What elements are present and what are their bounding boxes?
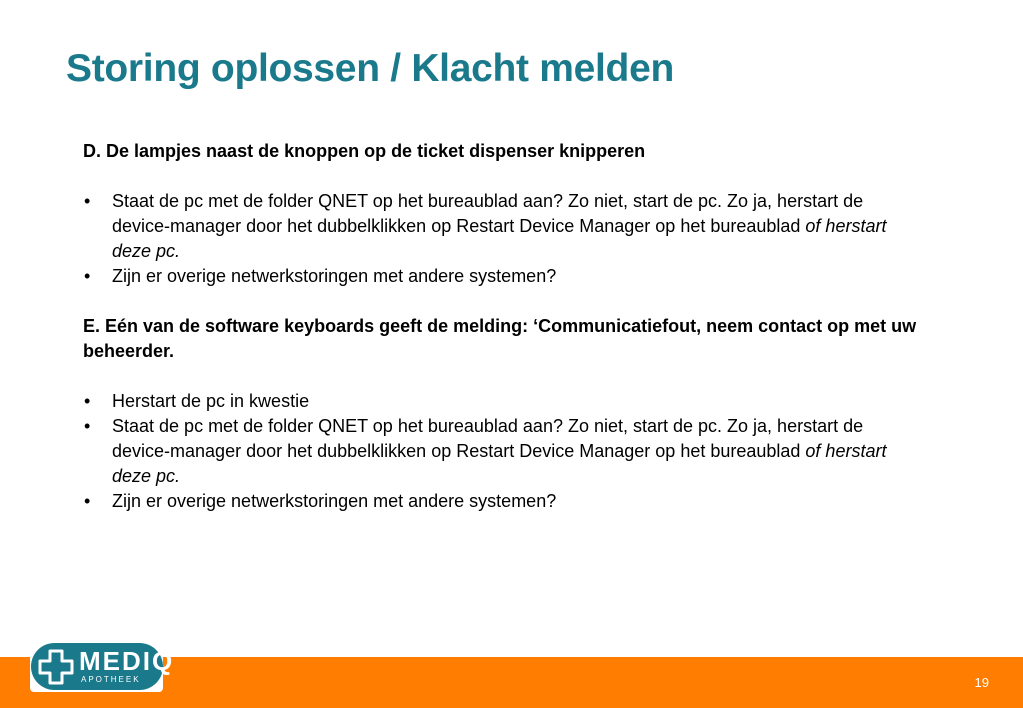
list-item-text: Staat de pc met de folder QNET op het bureaublad aan? Zo niet, start de pc. Zo ja, herstart de device-manager door het dubbelklikken op Restart Device Manager op het bureaublad [112, 191, 864, 236]
mediq-logo [30, 641, 175, 692]
list-item-italic: of herstart deze pc. [112, 216, 887, 261]
list-item-text: Staat de pc met de folder QNET op het bureaublad aan? Zo niet, start de pc. Zo ja, herstart de device-manager door het dubbelklikken op Restart Device Manager op het bureaublad [112, 416, 864, 461]
list-item [83, 414, 923, 489]
medical-cross-icon [37, 648, 75, 686]
list-item [83, 264, 923, 289]
section-heading-d: D. De lampjes naast de knoppen op de ticket dispenser knipperen [83, 141, 646, 161]
bullet-dot: • [84, 416, 91, 436]
slide-content [83, 139, 923, 514]
logo-subtitle: APOTHEEK [81, 675, 141, 684]
list-item-text: Zijn er overige netwerkstoringen met andere systemen? [112, 266, 557, 286]
list-item [83, 489, 923, 514]
logo-wordmark: MEDIQ [79, 646, 175, 676]
logo-badge [31, 643, 175, 690]
list-item [83, 189, 923, 264]
list-item-text: Zijn er overige netwerkstoringen met andere systemen? [112, 491, 557, 511]
section-heading-e: E. Eén van de software keyboards geeft de melding: ‘Communicatiefout, neem contact op met uw beheerder. [83, 316, 917, 361]
bullet-dot: • [84, 391, 91, 411]
bullet-dot: • [84, 491, 91, 511]
slide-title: Storing oplossen / Klacht melden [66, 47, 674, 90]
list-item-italic: of herstart deze pc. [112, 441, 887, 486]
section-e-list [83, 389, 923, 514]
list-item [83, 389, 923, 414]
section-d-list [83, 189, 923, 289]
bullet-dot: • [84, 266, 91, 286]
page-number: 19 [974, 675, 989, 690]
list-item-text: Herstart de pc in kwestie [112, 391, 310, 411]
bullet-dot: • [84, 191, 91, 211]
